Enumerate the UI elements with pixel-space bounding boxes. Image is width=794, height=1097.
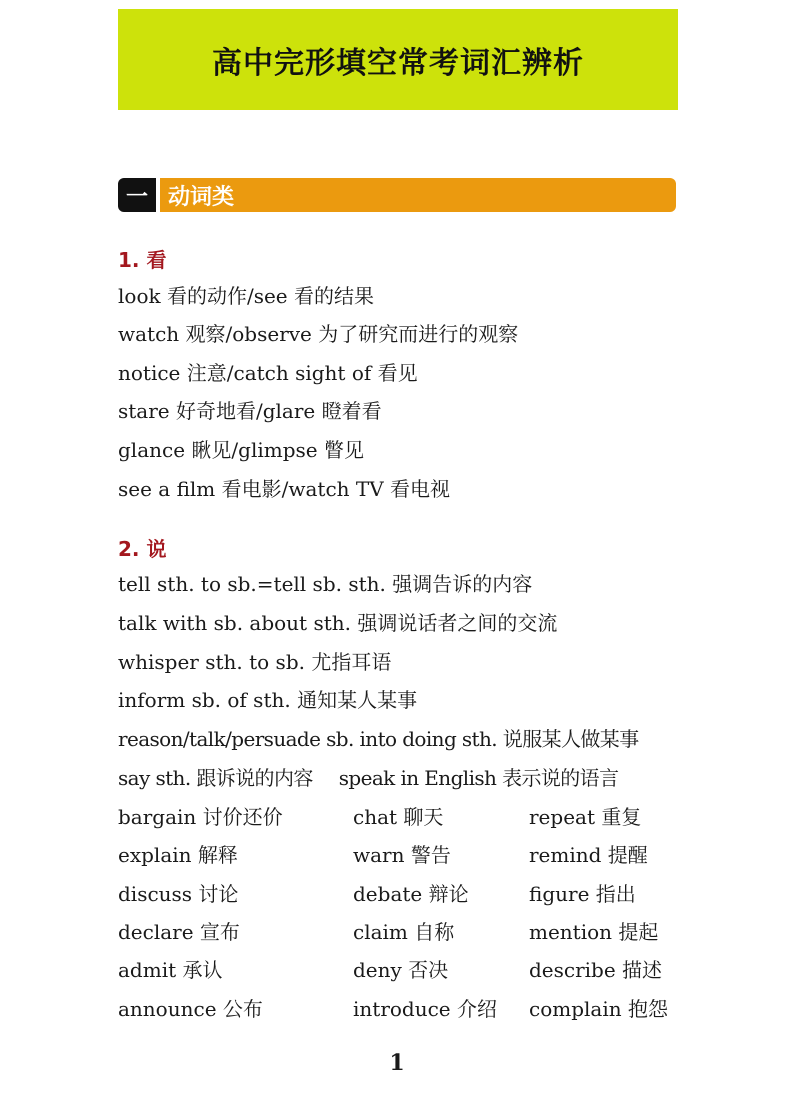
vocab-cell: admit 承认 xyxy=(118,958,223,982)
vocab-cell: deny 否决 xyxy=(353,958,449,982)
vocab-cell: complain 抱怨 xyxy=(529,997,668,1021)
vocab-cell: figure 指出 xyxy=(529,882,636,906)
title-band xyxy=(118,9,678,110)
page-number: 1 xyxy=(389,1050,405,1076)
section-number: 一 xyxy=(118,178,156,212)
group-heading: 2. 说 xyxy=(118,537,167,561)
vocab-line: talk with sb. about sth. 强调说话者之间的交流 xyxy=(118,611,558,635)
vocab-cell: mention 提起 xyxy=(529,920,659,944)
vocab-cell: declare 宣布 xyxy=(118,920,240,944)
vocab-cell: describe 描述 xyxy=(529,958,663,982)
vocab-line: notice 注意/catch sight of 看见 xyxy=(118,361,418,385)
vocab-cell: debate 辩论 xyxy=(353,882,469,906)
vocab-cell: discuss 讨论 xyxy=(118,882,239,906)
section-bar xyxy=(118,178,676,212)
vocab-pair-item: speak in English 表示说的语言 xyxy=(338,766,619,790)
vocab-pair-line xyxy=(118,766,618,790)
vocab-cell: remind 提醒 xyxy=(529,843,648,867)
vocab-line: whisper sth. to sb. 尤指耳语 xyxy=(118,650,392,674)
vocab-line: stare 好奇地看/glare 瞪着看 xyxy=(118,399,382,423)
vocab-pair-item: say sth. 跟诉说的内容 xyxy=(118,766,313,790)
page-title: 高中完形填空常考词汇辨析 xyxy=(212,45,584,81)
section-label: 动词类 xyxy=(160,178,676,212)
vocab-cell: claim 自称 xyxy=(353,920,455,944)
vocab-cell: announce 公布 xyxy=(118,997,263,1021)
vocab-line: see a film 看电影/watch TV 看电视 xyxy=(118,477,451,501)
vocab-line: look 看的动作/see 看的结果 xyxy=(118,284,374,308)
vocab-line: watch 观察/observe 为了研究而进行的观察 xyxy=(118,322,519,346)
group-heading: 1. 看 xyxy=(118,248,167,272)
vocab-cell: bargain 讨价还价 xyxy=(118,805,283,829)
vocab-cell: explain 解释 xyxy=(118,843,238,867)
vocab-line: inform sb. of sth. 通知某人某事 xyxy=(118,688,418,712)
vocab-cell: chat 聊天 xyxy=(353,805,444,829)
vocab-line: reason/talk/persuade sb. into doing sth. 说服某人做某事 xyxy=(118,727,639,751)
vocab-cell: introduce 介绍 xyxy=(353,997,497,1021)
vocab-line: tell sth. to sb.=tell sb. sth. 强调告诉的内容 xyxy=(118,572,533,596)
vocab-cell: repeat 重复 xyxy=(529,805,642,829)
vocab-line: glance 瞅见/glimpse 瞥见 xyxy=(118,438,364,462)
vocab-cell: warn 警告 xyxy=(353,843,451,867)
